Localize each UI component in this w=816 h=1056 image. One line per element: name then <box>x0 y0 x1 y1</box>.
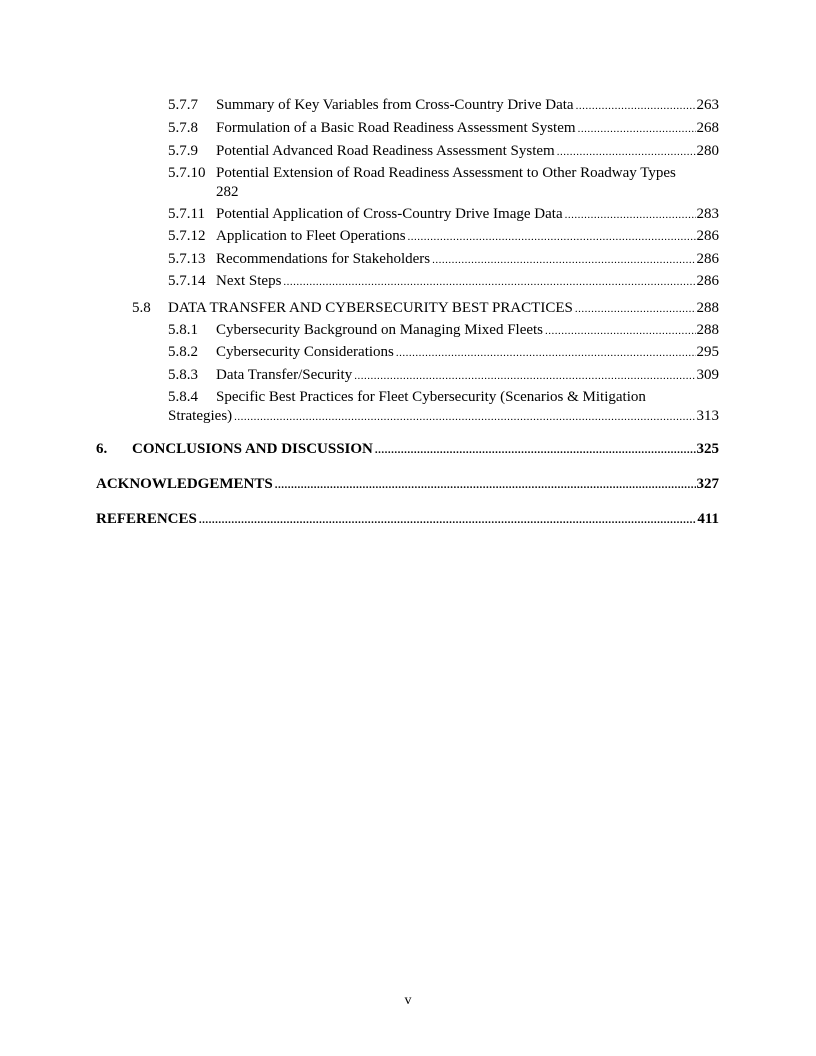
toc-chapter-page: 327 <box>696 476 719 492</box>
toc-entry-page: 268 <box>696 120 719 136</box>
toc-entry[interactable] <box>168 227 719 246</box>
toc-entry-wrapped[interactable] <box>168 388 719 427</box>
toc-entry-number: 5.8.4 <box>168 389 198 405</box>
toc-entry-title: Cybersecurity Background on Managing Mixed Fleets <box>216 322 544 338</box>
toc-entry-number: 5.7.14 <box>168 273 206 289</box>
dot-leader <box>408 228 696 246</box>
toc-entry-title: Potential Application of Cross-Country Drive Image Data <box>216 206 563 222</box>
dot-leader <box>396 344 696 362</box>
toc-entry-title: Potential Advanced Road Readiness Assessment System <box>216 143 555 159</box>
toc-section[interactable] <box>132 299 719 318</box>
toc-entry-page: 295 <box>696 344 719 360</box>
toc-entry[interactable] <box>168 343 719 362</box>
toc-entry-number: 5.7.13 <box>168 251 206 267</box>
toc-entry-number: 5.7.9 <box>168 143 198 159</box>
dot-leader <box>199 511 696 529</box>
toc-entry-page: 286 <box>696 273 719 289</box>
toc-entry-page: 288 <box>696 322 719 338</box>
dot-leader <box>576 97 696 115</box>
toc-section-page: 288 <box>696 300 719 316</box>
dot-leader <box>283 273 695 291</box>
dot-leader <box>432 251 695 269</box>
toc-chapter[interactable] <box>96 510 719 529</box>
dot-leader <box>375 441 696 459</box>
toc-entry-number: 5.8.3 <box>168 367 198 383</box>
toc-entry-title: Recommendations for Stakeholders <box>216 251 431 267</box>
toc-entry[interactable] <box>168 321 719 340</box>
toc-chapter-title: ACKNOWLEDGEMENTS <box>96 476 273 492</box>
toc-entry-number: 5.7.12 <box>168 228 206 244</box>
toc-entry-page: 309 <box>696 367 719 383</box>
toc-entry-title: Data Transfer/Security <box>216 367 353 383</box>
toc-entry[interactable] <box>168 205 719 224</box>
toc-section-title: DATA TRANSFER AND CYBERSECURITY BEST PRACTICES <box>168 300 573 316</box>
toc-chapter-title: CONCLUSIONS AND DISCUSSION <box>132 441 373 457</box>
toc-entry-number: 5.7.8 <box>168 120 198 136</box>
toc-entry-title: Formulation of a Basic Road Readiness Assessment System <box>216 120 576 136</box>
toc-chapter-page: 325 <box>696 441 719 457</box>
toc-entry[interactable] <box>168 119 719 138</box>
dot-leader <box>234 408 695 427</box>
toc-entry-number: 5.7.10 <box>168 165 206 181</box>
toc-entry[interactable] <box>168 250 719 269</box>
dot-leader <box>354 367 695 385</box>
toc-entry-page: 280 <box>696 143 719 159</box>
toc-entry-page: 313 <box>696 408 719 424</box>
toc-entry-number: 5.7.11 <box>168 206 205 222</box>
toc-entry-title: Cybersecurity Considerations <box>216 344 394 360</box>
toc-entry[interactable] <box>168 96 719 115</box>
toc-entry[interactable] <box>168 142 719 161</box>
toc-section-number: 5.8 <box>132 300 151 316</box>
dot-leader <box>565 206 696 224</box>
dot-leader <box>575 300 696 318</box>
toc-entry-title: Potential Extension of Road Readiness Assessment to Other Roadway Types <box>216 165 676 181</box>
toc-entry-number: 5.8.2 <box>168 344 198 360</box>
toc-entry-page: 286 <box>696 251 719 267</box>
toc-chapter[interactable] <box>96 440 719 459</box>
toc-entry-page: 282 <box>216 184 239 200</box>
toc-entry-page: 286 <box>696 228 719 244</box>
dot-leader <box>275 476 696 494</box>
toc-entry-title: Application to Fleet Operations <box>216 228 406 244</box>
toc-chapter[interactable] <box>96 475 719 494</box>
toc-entry-number: 5.8.1 <box>168 322 198 338</box>
toc-entry-title: Summary of Key Variables from Cross-Country Drive Data <box>216 97 574 113</box>
toc-entry-number: 5.7.7 <box>168 97 198 113</box>
dot-leader <box>578 120 696 138</box>
toc-entry-title-line2: Strategies) <box>168 408 233 424</box>
page-number-footer: v <box>404 993 412 1008</box>
toc-chapter-page: 411 <box>697 511 719 527</box>
toc-entry-page: 283 <box>696 206 719 222</box>
toc-entry-title-line1: Specific Best Practices for Fleet Cybersecurity (Scenarios & Mitigation <box>216 389 646 405</box>
dot-leader <box>545 322 695 340</box>
toc-entry-title: Next Steps <box>216 273 282 289</box>
toc-entry-page: 263 <box>696 97 719 113</box>
dot-leader <box>557 143 696 161</box>
toc-entry[interactable] <box>168 366 719 385</box>
toc-chapter-number: 6. <box>96 441 108 457</box>
toc-entry-wrapped[interactable] <box>168 164 719 202</box>
toc-entry[interactable] <box>168 272 719 291</box>
toc-chapter-title: REFERENCES <box>96 511 197 527</box>
